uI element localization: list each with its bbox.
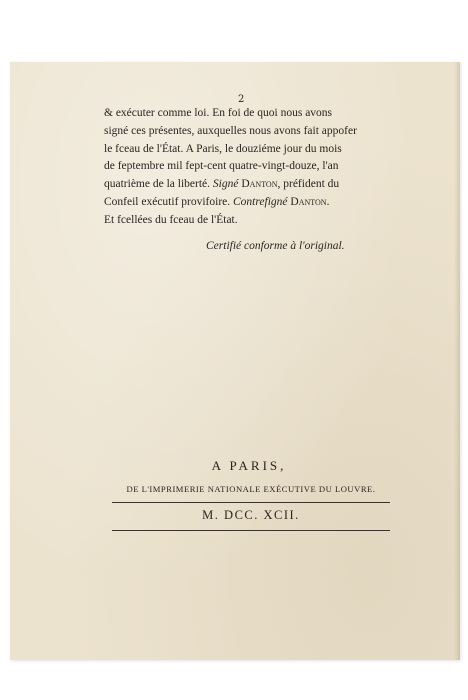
body-line-5 — [104, 176, 374, 194]
body-line-4: de feptembre mil fept-cent quatre-vingt-douze, l'an — [104, 160, 339, 173]
imprint-place: A PARIS, — [211, 458, 287, 473]
body-line-6 — [104, 194, 374, 212]
page-edge-shadow — [454, 62, 460, 660]
signature-role-a: , préfident du — [277, 178, 340, 191]
decree-body-text — [104, 105, 374, 230]
body-line-1: & exécuter comme loi. En foi de quoi nous avons — [104, 107, 333, 119]
body-line-2: signé ces présentes, auxquelles nous avons fait appofer — [104, 124, 357, 137]
signature-label: Signé — [212, 178, 239, 191]
body-line-3: le fceau de l'État. A Paris, le douziéme jour du mois — [104, 142, 342, 155]
page-number: 2 — [238, 94, 245, 105]
signature-role-b: Confeil exécutif provifoire. — [104, 195, 231, 208]
countersign-name: Danton. — [290, 195, 330, 208]
imprint-year: M. DCC. XCII. — [202, 508, 300, 522]
signature-name: Danton — [241, 178, 278, 191]
countersign-label: Contrefigné — [233, 195, 288, 208]
certification-line: Certifié conforme à l'original. — [206, 240, 345, 252]
imprint-printer: DE L'IMPRIMERIE NATIONALE EXÉCUTIVE DU LOUVRE. — [126, 484, 376, 494]
body-line-5-text: quatrième de la liberté. — [104, 178, 211, 191]
sealed-line: Et fcellées du fceau de l'État. — [104, 213, 238, 226]
imprint-rule-bottom — [112, 530, 390, 531]
imprint-rule-top — [112, 502, 390, 503]
